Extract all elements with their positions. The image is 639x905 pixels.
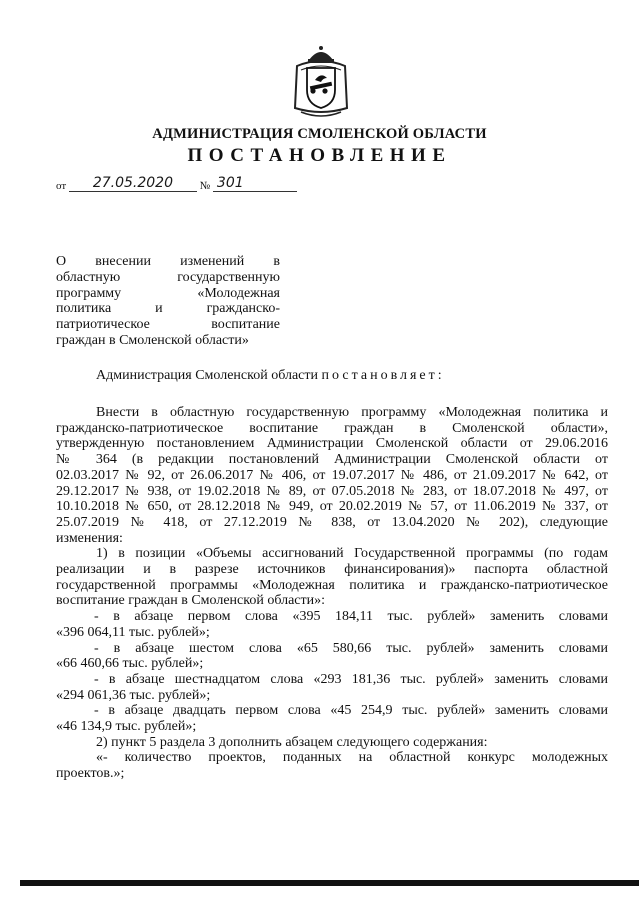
body-line: утвержденную постановлением Администрации Смоленской области от 29.06.2016: [56, 436, 608, 452]
body-line: - в абзаце шестнадцатом слова «293 181,36 тыс. рублей» заменить словами: [94, 671, 608, 687]
document-number: 301: [213, 175, 297, 192]
document-body: [56, 405, 608, 782]
scan-edge-bar: [20, 880, 639, 886]
date-number-line: [56, 175, 297, 192]
number-prefix: №: [199, 180, 211, 192]
body-line: - в абзаце шестом слова «65 580,66 тыс. рублей» заменить словами: [94, 640, 608, 656]
document-type-title: ПОСТАНОВЛЕНИЕ: [187, 145, 452, 166]
body-line: 02.03.2017 № 92, от 26.06.2017 № 406, от 19.07.2017 № 486, от 21.09.2017 № 642, от: [56, 467, 608, 483]
subject-line: программу «Молодежная: [56, 285, 280, 301]
body-line: Внести в областную государственную программу «Молодежная политика и: [96, 405, 608, 420]
body-line: 29.12.2017 № 938, от 19.02.2018 № 89, от 07.05.2018 № 283, от 18.07.2018 № 497, от: [56, 483, 608, 499]
subject-line: областную государственную: [56, 269, 280, 285]
body-line: 2) пункт 5 раздела 3 дополнить абзацем следующего содержания:: [96, 734, 488, 750]
date-prefix: от: [56, 180, 67, 192]
body-line: - в абзаце первом слова «395 184,11 тыс. рублей» заменить словами: [94, 609, 608, 625]
body-line: «- количество проектов, поданных на областной конкурс молодежных: [96, 750, 608, 766]
preamble-resolves: постановляет:: [321, 368, 445, 383]
body-line: «46 134,9 тыс. рублей»;: [56, 719, 197, 735]
body-line: «294 061,36 тыс. рублей»;: [56, 687, 211, 703]
body-line: «66 460,66 тыс. рублей»;: [56, 656, 204, 672]
body-line: государственной программы «Молодежная политика и гражданско-патриотическое: [56, 577, 608, 593]
body-line: - в абзаце двадцать первом слова «45 254,9 тыс. рублей» заменить словами: [94, 703, 608, 719]
subject-line: патриотическое воспитание: [56, 317, 280, 333]
body-line: «396 064,11 тыс. рублей»;: [56, 624, 210, 640]
document-date: 27.05.2020: [69, 175, 197, 192]
body-line: гражданско-патриотическое воспитание граждан в Смоленской области»,: [56, 420, 608, 436]
subject-line: граждан в Смоленской области»: [56, 332, 249, 348]
preamble: [96, 368, 445, 384]
subject-line: О внесении изменений в: [56, 254, 280, 269]
body-line: 1) в позиции «Объемы ассигнований Государственной программы (по годам: [96, 546, 608, 562]
body-line: воспитание граждан в Смоленской области»:: [56, 593, 326, 609]
body-line: проектов.»;: [56, 766, 125, 782]
body-line: изменения:: [56, 530, 123, 546]
document-subject: [56, 254, 280, 349]
organization-name: АДМИНИСТРАЦИЯ СМОЛЕНСКОЙ ОБЛАСТИ: [152, 126, 487, 142]
body-line: 10.10.2018 № 650, от 28.12.2018 № 949, от 20.02.2019 № 57, от 11.06.2019 № 337, от: [56, 499, 608, 515]
body-line: реализации и в разрезе источников финансирования)» паспорта областной: [56, 562, 608, 578]
preamble-text: Администрация Смоленской области: [96, 368, 319, 383]
subject-line: политика и гражданско-: [56, 301, 280, 317]
coat-of-arms-emblem: [291, 42, 351, 122]
body-line: № 364 (в редакции постановлений Администрации Смоленской области от: [56, 452, 608, 468]
body-line: 25.07.2019 № 418, от 27.12.2019 № 838, от 13.04.2020 № 202), следующие: [56, 514, 608, 530]
